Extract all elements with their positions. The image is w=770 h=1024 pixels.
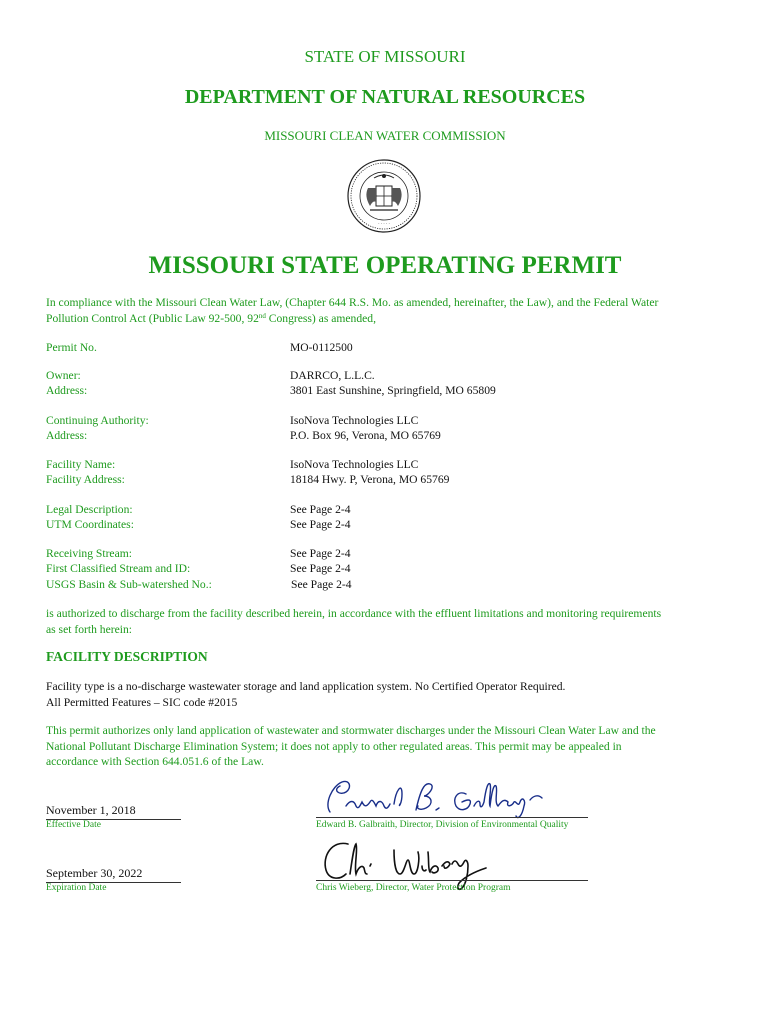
first-classified-value: See Page 2-4 bbox=[290, 562, 351, 575]
effective-date-caption: Effective Date bbox=[46, 820, 101, 830]
signature-line-1 bbox=[316, 817, 588, 818]
facility-type-text: Facility type is a no-discharge wastewater storage and land application system. No Certified Operator Required. bbox=[46, 680, 566, 693]
permit-no-label: Permit No. bbox=[46, 341, 97, 354]
ca-address-label: Address: bbox=[46, 429, 88, 442]
owner-address-value: 3801 East Sunshine, Springfield, MO 65809 bbox=[290, 384, 496, 397]
facility-address-label: Facility Address: bbox=[46, 473, 125, 486]
expiration-date-value: September 30, 2022 bbox=[46, 866, 181, 883]
permit-no-value: MO-0112500 bbox=[290, 341, 353, 354]
intro-paragraph bbox=[46, 295, 726, 326]
receiving-stream-label: Receiving Stream: bbox=[46, 547, 132, 560]
intro-line-1: In compliance with the Missouri Clean Water Law, (Chapter 644 R.S. Mo. as amended, hereinafter, the Law), and the Federal Water bbox=[46, 296, 659, 309]
owner-label: Owner: bbox=[46, 369, 81, 382]
utm-value: See Page 2-4 bbox=[290, 518, 351, 531]
state-seal-icon bbox=[346, 158, 422, 234]
legal-description-label: Legal Description: bbox=[46, 503, 133, 516]
commission-title: MISSOURI CLEAN WATER COMMISSION bbox=[264, 128, 506, 143]
utm-label: UTM Coordinates: bbox=[46, 518, 134, 531]
owner-value: DARRCO, L.L.C. bbox=[290, 369, 375, 382]
facility-name-value: IsoNova Technologies LLC bbox=[290, 458, 419, 471]
authorized-line-2: as set forth herein: bbox=[46, 622, 132, 636]
authorized-line-1: is authorized to discharge from the facility described herein, in accordance with the effluent limitations and monitoring requirements bbox=[46, 607, 662, 620]
facility-description-heading: FACILITY DESCRIPTION bbox=[46, 649, 208, 664]
state-title: STATE OF MISSOURI bbox=[304, 47, 466, 66]
signer-2-caption: Chris Wieberg, Director, Water Protection Program bbox=[316, 883, 511, 893]
galbraith-signature bbox=[316, 776, 556, 822]
permit-scope-line-2: National Pollutant Discharge Elimination System; it does not apply to other regulated areas. This permit may be appealed in bbox=[46, 739, 622, 753]
signature-line-2 bbox=[316, 880, 588, 881]
legal-description-value: See Page 2-4 bbox=[290, 503, 351, 516]
ca-address-value: P.O. Box 96, Verona, MO 65769 bbox=[290, 429, 441, 442]
intro-superscript: nd bbox=[258, 311, 266, 320]
intro-line-2-text: Pollution Control Act (Public Law 92-500, 92 bbox=[46, 311, 259, 325]
first-classified-label: First Classified Stream and ID: bbox=[46, 562, 191, 575]
owner-address-label: Address: bbox=[46, 384, 88, 397]
permit-title: MISSOURI STATE OPERATING PERMIT bbox=[148, 252, 622, 279]
authorized-paragraph bbox=[46, 606, 726, 637]
permit-scope-paragraph bbox=[46, 723, 726, 770]
receiving-stream-value: See Page 2-4 bbox=[290, 547, 351, 560]
usgs-label: USGS Basin & Sub-watershed No.: bbox=[46, 578, 212, 591]
signer-1-caption: Edward B. Galbraith, Director, Division of Environmental Quality bbox=[316, 820, 569, 830]
continuing-authority-label: Continuing Authority: bbox=[46, 414, 149, 427]
facility-name-label: Facility Name: bbox=[46, 458, 116, 471]
permit-scope-line-1: This permit authorizes only land application of wastewater and stormwater discharges under the Missouri Clean Water Law and the bbox=[46, 724, 656, 737]
svg-text:· · · · ·: · · · · · bbox=[378, 221, 390, 226]
effective-date-value: November 1, 2018 bbox=[46, 803, 181, 820]
continuing-authority-value: IsoNova Technologies LLC bbox=[290, 414, 419, 427]
expiration-date-caption: Expiration Date bbox=[46, 883, 107, 893]
facility-address-value: 18184 Hwy. P, Verona, MO 65769 bbox=[290, 473, 450, 486]
sic-code-text: All Permitted Features – SIC code #2015 bbox=[46, 696, 238, 709]
intro-line-2-end: Congress) as amended, bbox=[265, 311, 376, 325]
permit-scope-line-3: accordance with Section 644.051.6 of the Law. bbox=[46, 755, 264, 768]
usgs-value: See Page 2-4 bbox=[291, 578, 352, 591]
intro-line-2 bbox=[46, 311, 726, 327]
department-title: DEPARTMENT OF NATURAL RESOURCES bbox=[184, 86, 586, 108]
